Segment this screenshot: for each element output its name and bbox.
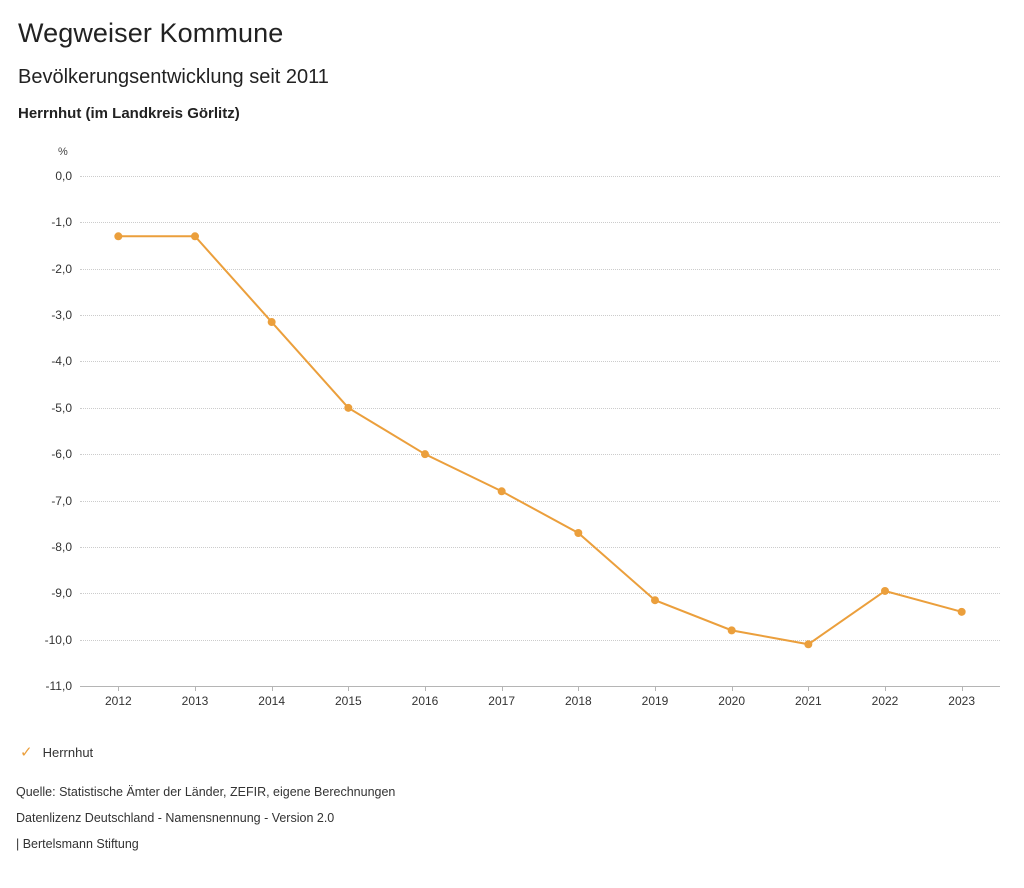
data-point[interactable] [114, 232, 122, 240]
y-axis-tick-label: -8,0 [51, 539, 72, 554]
footnotes [16, 785, 395, 863]
x-axis-tick-label: 2021 [794, 694, 822, 708]
y-axis-tick-label: 0,0 [55, 169, 72, 183]
x-axis-tick-mark [578, 686, 579, 691]
x-axis-tick-label: 2016 [411, 694, 439, 708]
x-axis-tick-mark [425, 686, 426, 691]
data-point[interactable] [421, 450, 429, 458]
x-axis-tick-label: 2014 [258, 694, 286, 708]
x-axis-tick-mark [195, 686, 196, 691]
data-point[interactable] [191, 232, 199, 240]
data-point[interactable] [498, 487, 506, 495]
x-axis-tick-mark [502, 686, 503, 691]
legend-item-herrnhut[interactable] [20, 745, 93, 760]
x-axis-tick-mark [272, 686, 273, 691]
y-axis-tick-label: -4,0 [51, 354, 72, 369]
chart-region-label: Herrnhut (im Landkreis Görlitz) [18, 105, 240, 122]
x-axis-tick-label: 2020 [718, 694, 746, 708]
x-axis-tick-label: 2012 [104, 694, 132, 708]
x-axis-tick-label: 2017 [488, 694, 516, 708]
series-line [118, 236, 961, 644]
y-axis-tick-label: -5,0 [51, 400, 72, 415]
x-axis-tick-label: 2015 [334, 694, 362, 708]
legend-label: Herrnhut [42, 745, 94, 760]
x-axis-line [80, 686, 1000, 687]
footnote-license: Datenlizenz Deutschland - Namensnennung - Version 2.0 [16, 811, 335, 825]
check-icon: ✓ [20, 744, 33, 761]
plot-area [80, 176, 1000, 686]
series-herrnhut [80, 176, 1000, 686]
y-axis-tick-label: -9,0 [51, 586, 72, 601]
x-axis-tick-mark [732, 686, 733, 691]
y-axis-tick-label: -10,0 [44, 632, 72, 647]
x-axis-tick-mark [885, 686, 886, 691]
y-axis-tick-label: -6,0 [51, 447, 72, 462]
data-point[interactable] [881, 587, 889, 595]
data-point[interactable] [574, 529, 582, 537]
x-axis-tick-label: 2023 [948, 694, 976, 708]
y-axis-tick-label: -1,0 [51, 215, 72, 230]
x-axis-tick-label: 2013 [181, 694, 209, 708]
footnote-source: Quelle: Statistische Ämter der Länder, ZEFIR, eigene Berechnungen [16, 785, 396, 799]
y-axis-tick-label: -3,0 [51, 308, 72, 323]
data-point[interactable] [728, 626, 736, 634]
y-axis-tick-label: -7,0 [51, 493, 72, 508]
data-point[interactable] [268, 318, 276, 326]
data-point[interactable] [651, 596, 659, 604]
x-axis-tick-mark [808, 686, 809, 691]
footnote-publisher: | Bertelsmann Stiftung [16, 837, 139, 851]
data-point[interactable] [344, 404, 352, 412]
x-axis-tick-mark [655, 686, 656, 691]
y-axis-tick-label: -11,0 [45, 679, 72, 693]
x-axis-tick-mark [348, 686, 349, 691]
data-point[interactable] [958, 608, 966, 616]
x-axis-tick-label: 2019 [641, 694, 669, 708]
x-axis-tick-label: 2022 [871, 694, 899, 708]
x-axis-tick-mark [962, 686, 963, 691]
chart-subtitle: Bevölkerungsentwicklung seit 2011 [18, 66, 329, 88]
y-axis-unit-label: % [58, 146, 68, 158]
y-axis-tick-label: -2,0 [51, 261, 72, 276]
x-axis-tick-label: 2018 [564, 694, 592, 708]
data-point[interactable] [804, 640, 812, 648]
page-title: Wegweiser Kommune [18, 18, 284, 48]
x-axis-tick-mark [118, 686, 119, 691]
